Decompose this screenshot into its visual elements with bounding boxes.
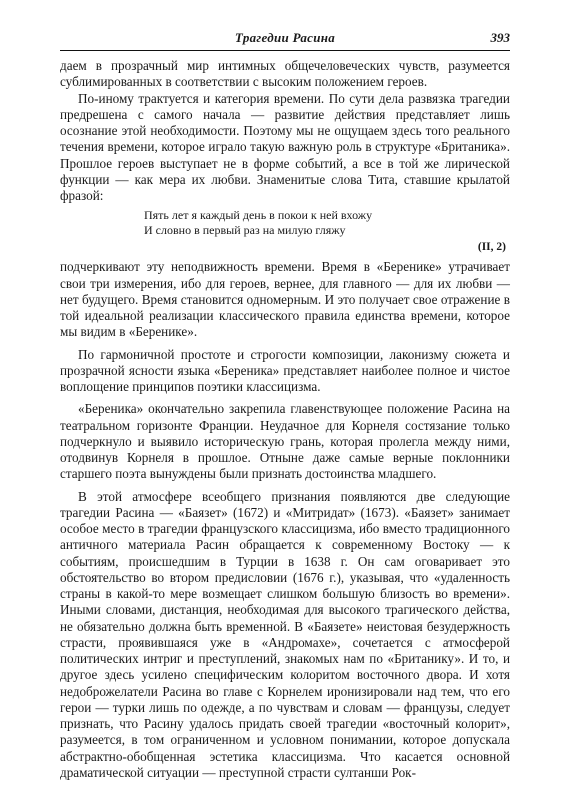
body-text bbox=[60, 58, 510, 781]
running-title: Трагедии Расина bbox=[234, 30, 336, 45]
paragraph-time-immobility: подчеркивают эту неподвижность времени. Время в «Беренике» утрачивает свои три измерения, ибо для героев, вернее, для главного — для их любви — нет будущего. Время становится одномерным. И это получает свое отражение в той идеальной реализации классического правила единства времени, которое мы видим в «Беренике». bbox=[60, 259, 510, 340]
verse-line-2: И словно в первый раз на милую гляжу bbox=[144, 222, 346, 237]
page-number: 393 bbox=[490, 30, 510, 45]
paragraph-time-category: По-иному трактуется и категория времени. По сути дела развязка трагедии предрешена с самого начала — развитие действия представляет лишь осознание этой необходимости. Поэтому мы не ощущаем здесь того реального течения времени, которое играло такую важную роль в структуре «Британика». Прошлое героев выступает не в форме событий, а все в той же лирической функции — как мера их любви. Знаменитые слова Тита, ставшие крылатой фразой: bbox=[60, 90, 510, 203]
paragraph-continued: даем в прозрачный мир интимных общечеловеческих чувств, разумеется сублимированных в соответствии с высоким положением героев. bbox=[60, 58, 510, 90]
page-header bbox=[60, 28, 510, 51]
verse-quote bbox=[60, 208, 510, 237]
paragraph-berenice-success: «Береника» окончательно закрепила главенствующее положение Расина на театральном горизонте Франции. Неудачное для Корнеля состязание только подчеркнуло и выявило историческую грань, которая пролегла между ними, отодвинув Корнеля в прошлое. Отныне даже самые верные поклонники старшего поэта вынуждены были признать достоинства младшего. bbox=[60, 401, 510, 482]
paragraph-composition: По гармоничной простоте и строгости композиции, лаконизму сюжета и прозрачной ясности языка «Береника» представляет наиболее полное и чистое воплощение принципов поэтики классицизма. bbox=[60, 346, 510, 394]
verse-reference: (II, 2) bbox=[477, 241, 506, 254]
book-page bbox=[60, 28, 510, 781]
paragraph-bajazet: В этой атмосфере всеобщего признания появляются две следующие трагедии Расина — «Баязет» (1672) и «Митридат» (1673). «Баязет» занимает особое место в трагедии французского классицизма, ибо вместо традиционного античного материала Расин обращается к современному Востоку — к событиям, происшедшим в Турции в 1638 г. Он сам оговаривает это обстоятельство во втором предисловии (1676 г.), указывая, что «удаленность страны в какой-то мере возмещает слишком большую близость во времени». Иными словами, дистанция, необходимая для высокого трагического действа, не обязательно должна быть временной. В «Баязете» неистовая безудержность страсти, проявившаяся уже в «Андромахе», сочетается с атмосферой политических интриг и преступлений, знакомых нам по «Британику». И то, и другое здесь усилено специфическим колоритом восточного двора. И хотя недоброжелатели Расина во главе с Корнелем иронизировали над тем, что его герои — турки лишь по одежде, а по чувствам и словам — французы, следует признать, что Расину удалось придать своей трагедии «восточный колорит», разумеется, в том ограниченном и условном понимании, которое допускала абстрактно-обобщенная эстетика классицизма. Что касается основной драматической ситуации — преступной страсти султанши Рок- bbox=[60, 488, 510, 780]
verse-line-1: Пять лет я каждый день в покои к ней вхожу bbox=[144, 208, 373, 223]
